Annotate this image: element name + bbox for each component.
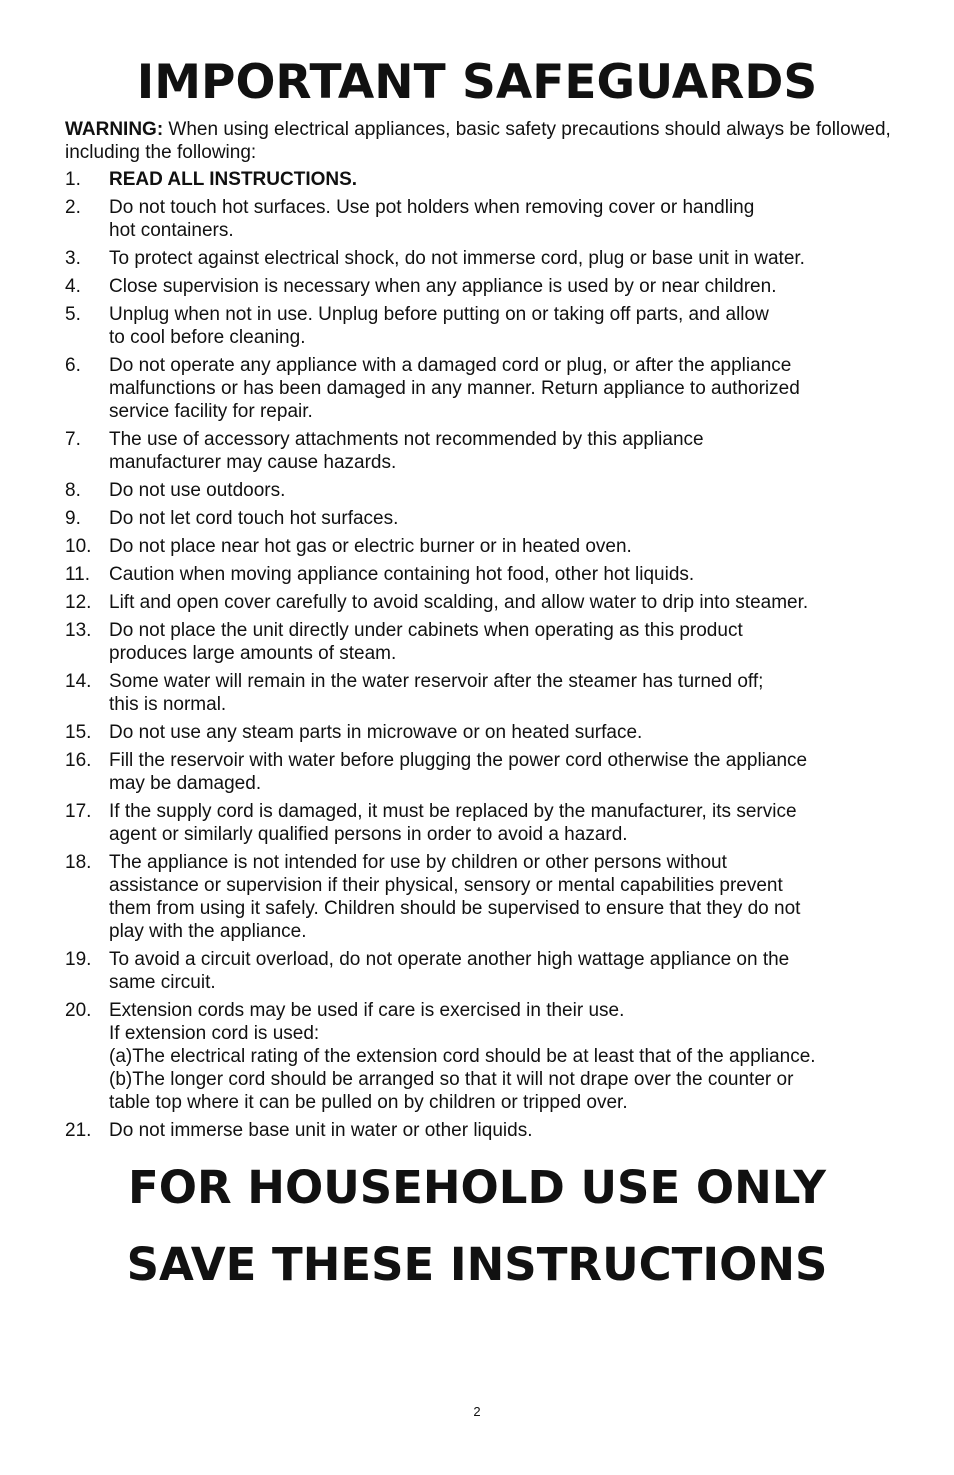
item-text: Do not place near hot gas or electric burner or in heated oven. [109,536,632,557]
item-text: Do not touch hot surfaces. Use pot holders when removing cover or handling hot containers. [109,197,755,241]
item-text: Do not use outdoors. [109,480,286,501]
safeguards-list [65,168,895,1147]
item-text: If the supply cord is damaged, it must be replaced by the manufacturer, its service agent or similarly qualified persons in order to avoid a hazard. [109,801,797,845]
item-number: 19. [65,949,92,970]
list-item [65,196,895,242]
warning-text: When using electrical appliances, basic safety precautions should always be followed, including the following: [65,119,891,163]
warning-intro [65,118,895,164]
item-text: Unplug when not in use. Unplug before putting on or taking off parts, and allow to cool before cleaning. [109,304,769,348]
list-item [65,948,895,994]
page-title: IMPORTANT SAFEGUARDS [136,55,818,110]
list-item [65,670,895,716]
item-number: 2. [65,197,81,218]
item-number: 10. [65,536,92,557]
item-text: Do not operate any appliance with a damaged cord or plug, or after the appliance malfunctions or has been damaged in any manner. Return appliance to authorized service facility for repair. [109,355,800,422]
item-number: 8. [65,480,81,501]
item-text: READ ALL INSTRUCTIONS. [109,169,358,190]
list-item [65,535,895,558]
page-number: 2 [473,1404,481,1419]
household-use-heading: FOR HOUSEHOLD USE ONLY [127,1161,827,1214]
item-number: 5. [65,304,81,325]
item-number: 21. [65,1120,92,1141]
item-text: Do not let cord touch hot surfaces. [109,508,399,529]
list-item [65,1119,895,1142]
item-number: 4. [65,276,81,297]
warning-label: WARNING: [65,119,164,140]
list-item [65,247,895,270]
save-instructions-heading: SAVE THESE INSTRUCTIONS [126,1238,828,1291]
list-item [65,168,895,191]
item-text: Extension cords may be used if care is exercised in their use. If extension cord is used: (a)The electrical rating of the extension cord should be at least that of the appliance. (b)The longer cord should be arranged so that it will not drape over the counter or table top where it can be pulled on by children or tripped over. [109,1000,816,1113]
list-item [65,354,895,423]
item-number: 16. [65,750,92,771]
item-number: 11. [65,564,91,585]
list-item [65,999,895,1114]
item-number: 3. [65,248,81,269]
item-number: 13. [65,620,92,641]
item-text: The use of accessory attachments not recommended by this appliance manufacturer may cause hazards. [109,429,704,473]
item-number: 7. [65,429,81,450]
item-text: Lift and open cover carefully to avoid scalding, and allow water to drip into steamer. [109,592,809,613]
item-text: Caution when moving appliance containing hot food, other hot liquids. [109,564,695,585]
item-number: 6. [65,355,81,376]
item-text: The appliance is not intended for use by children or other persons without assistance or supervision if their physical, sensory or mental capabilities prevent them from using it safely. Children should be supervised to ensure that they do not play with the appliance. [109,852,801,942]
item-number: 9. [65,508,81,529]
item-text: Close supervision is necessary when any appliance is used by or near children. [109,276,777,297]
list-item [65,721,895,744]
item-number: 12. [65,592,92,613]
item-text: Do not use any steam parts in microwave or on heated surface. [109,722,643,743]
item-text: Some water will remain in the water reservoir after the steamer has turned off; this is normal. [109,671,764,715]
item-text: To protect against electrical shock, do not immerse cord, plug or base unit in water. [109,248,805,269]
list-item [65,303,895,349]
list-item [65,851,895,943]
item-number: 14. [65,671,92,692]
list-item [65,507,895,530]
list-item [65,749,895,795]
list-item [65,563,895,586]
list-item [65,479,895,502]
item-number: 17. [65,801,92,822]
item-text: To avoid a circuit overload, do not operate another high wattage appliance on the same circuit. [109,949,790,993]
list-item [65,619,895,665]
item-number: 1. [65,169,81,190]
item-number: 18. [65,852,92,873]
item-text: Do not place the unit directly under cabinets when operating as this product produces large amounts of steam. [109,620,743,664]
list-item [65,800,895,846]
list-item [65,591,895,614]
item-number: 15. [65,722,92,743]
list-item [65,428,895,474]
item-text: Do not immerse base unit in water or other liquids. [109,1120,533,1141]
item-number: 20. [65,1000,92,1021]
list-item [65,275,895,298]
item-text: Fill the reservoir with water before plugging the power cord otherwise the appliance may be damaged. [109,750,808,794]
